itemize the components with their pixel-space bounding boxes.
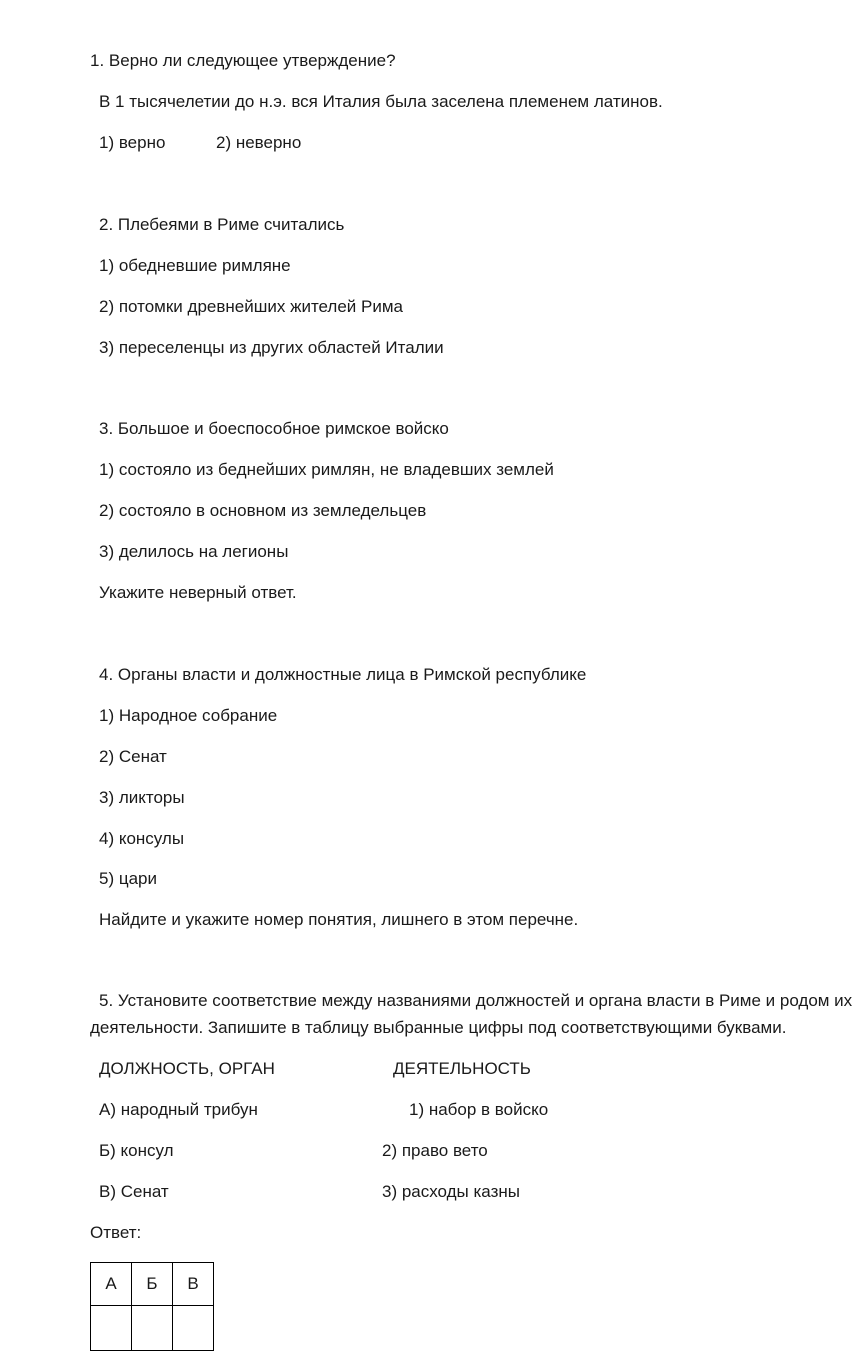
q4-option-5: 5) цари — [99, 869, 157, 888]
q5-right-header: ДЕЯТЕЛЬНОСТЬ — [393, 1059, 531, 1078]
q3-option-1: 1) состояло из беднейших римлян, не владевших землей — [99, 460, 554, 479]
q2-option-3: 3) переселенцы из других областей Италии — [99, 338, 444, 357]
q3-instruction: Укажите неверный ответ. — [99, 583, 297, 602]
answer-table — [90, 1262, 214, 1351]
answer-cell-b[interactable] — [132, 1306, 173, 1351]
q3-option-2: 2) состояло в основном из земледельцев — [99, 501, 427, 520]
answer-table-header-row — [91, 1263, 214, 1306]
q1-statement: В 1 тысячелетии до н.э. вся Италия была заселена племенем латинов. — [99, 92, 663, 111]
q5-title-line2: деятельности. Запишите в таблицу выбранные цифры под соответствующими буквами. — [90, 1018, 787, 1037]
q5-right-item-3: 3) расходы казны — [382, 1182, 520, 1201]
q5-left-header: ДОЛЖНОСТЬ, ОРГАН — [99, 1059, 275, 1078]
q5-left-item-b: Б) консул — [99, 1141, 174, 1160]
q1-title: 1. Верно ли следующее утверждение? — [90, 51, 396, 70]
q5-left-item-c: В) Сенат — [99, 1182, 169, 1201]
q5-right-item-2: 2) право вето — [382, 1141, 488, 1160]
answer-cell-v[interactable] — [173, 1306, 214, 1351]
q3-option-3: 3) делилось на легионы — [99, 542, 289, 561]
q4-title: 4. Органы власти и должностные лица в Римской республике — [99, 665, 587, 684]
answer-table-header-b: Б — [132, 1263, 173, 1306]
q1-option-1: 1) верно — [99, 133, 166, 152]
answer-table-header-v: В — [173, 1263, 214, 1306]
q4-option-1: 1) Народное собрание — [99, 706, 278, 725]
q5-left-item-a: А) народный трибун — [99, 1100, 258, 1119]
q2-option-2: 2) потомки древнейших жителей Рима — [99, 297, 403, 316]
q4-option-3: 3) ликторы — [99, 788, 185, 807]
q5-title-line1: 5. Установите соответствие между названиями должностей и органа власти в Риме и родом их — [99, 991, 853, 1010]
answer-cell-a[interactable] — [91, 1306, 132, 1351]
q2-title: 2. Плебеями в Риме считались — [99, 215, 345, 234]
q1-option-2: 2) неверно — [216, 133, 302, 152]
q4-option-4: 4) консулы — [99, 829, 185, 848]
q5-right-item-1: 1) набор в войско — [409, 1100, 549, 1119]
q3-title: 3. Большое и боеспособное римское войско — [99, 419, 449, 438]
answer-table-input-row — [91, 1306, 214, 1351]
q4-option-2: 2) Сенат — [99, 747, 167, 766]
answer-label: Ответ: — [90, 1223, 142, 1242]
q4-instruction: Найдите и укажите номер понятия, лишнего в этом перечне. — [99, 910, 579, 929]
q2-option-1: 1) обедневшие римляне — [99, 256, 291, 275]
answer-table-header-a: А — [91, 1263, 132, 1306]
